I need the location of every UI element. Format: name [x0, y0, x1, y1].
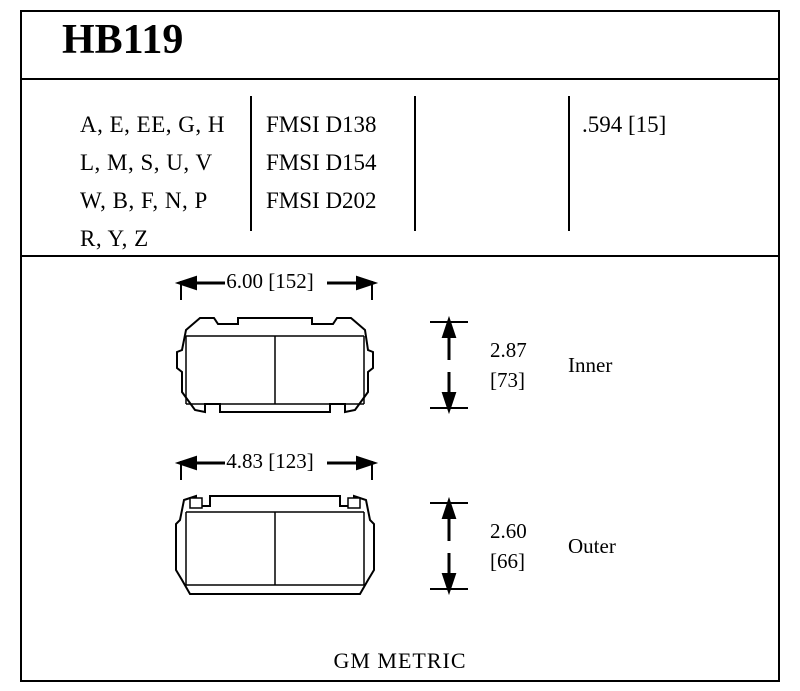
inner-height-dimension-in: 2.87 — [490, 338, 527, 362]
header-divider — [22, 78, 778, 80]
fmsi-row: FMSI D154 — [266, 150, 377, 175]
table-divider-vertical-right — [568, 96, 570, 231]
compound-row: L, M, S, U, V — [80, 150, 213, 175]
compound-row: A, E, EE, G, H — [80, 112, 225, 137]
fmsi-row: FMSI D202 — [266, 188, 377, 213]
compound-row: W, B, F, N, P — [80, 188, 208, 213]
outer-pad-label: Outer — [568, 534, 616, 558]
outer-height-dimension-mm: [66] — [490, 549, 525, 573]
fmsi-column — [266, 106, 411, 220]
inner-height-dimension-mm: [73] — [490, 368, 525, 392]
compound-row: R, Y, Z — [80, 226, 149, 251]
outer-width-dimension: 4.83 [123] — [226, 449, 314, 473]
diagram-caption: GM METRIC — [333, 648, 467, 673]
fmsi-row: FMSI D138 — [266, 112, 377, 137]
table-divider-vertical-left — [250, 96, 252, 231]
thickness-value: .594 [15] — [582, 112, 667, 137]
inner-width-dimension: 6.00 [152] — [226, 269, 314, 293]
part-number: HB119 — [62, 17, 184, 63]
table-divider-vertical-mid — [414, 96, 416, 231]
compound-codes-column — [80, 106, 245, 258]
inner-pad-label: Inner — [568, 353, 613, 377]
outer-height-dimension-in: 2.60 — [490, 519, 527, 543]
